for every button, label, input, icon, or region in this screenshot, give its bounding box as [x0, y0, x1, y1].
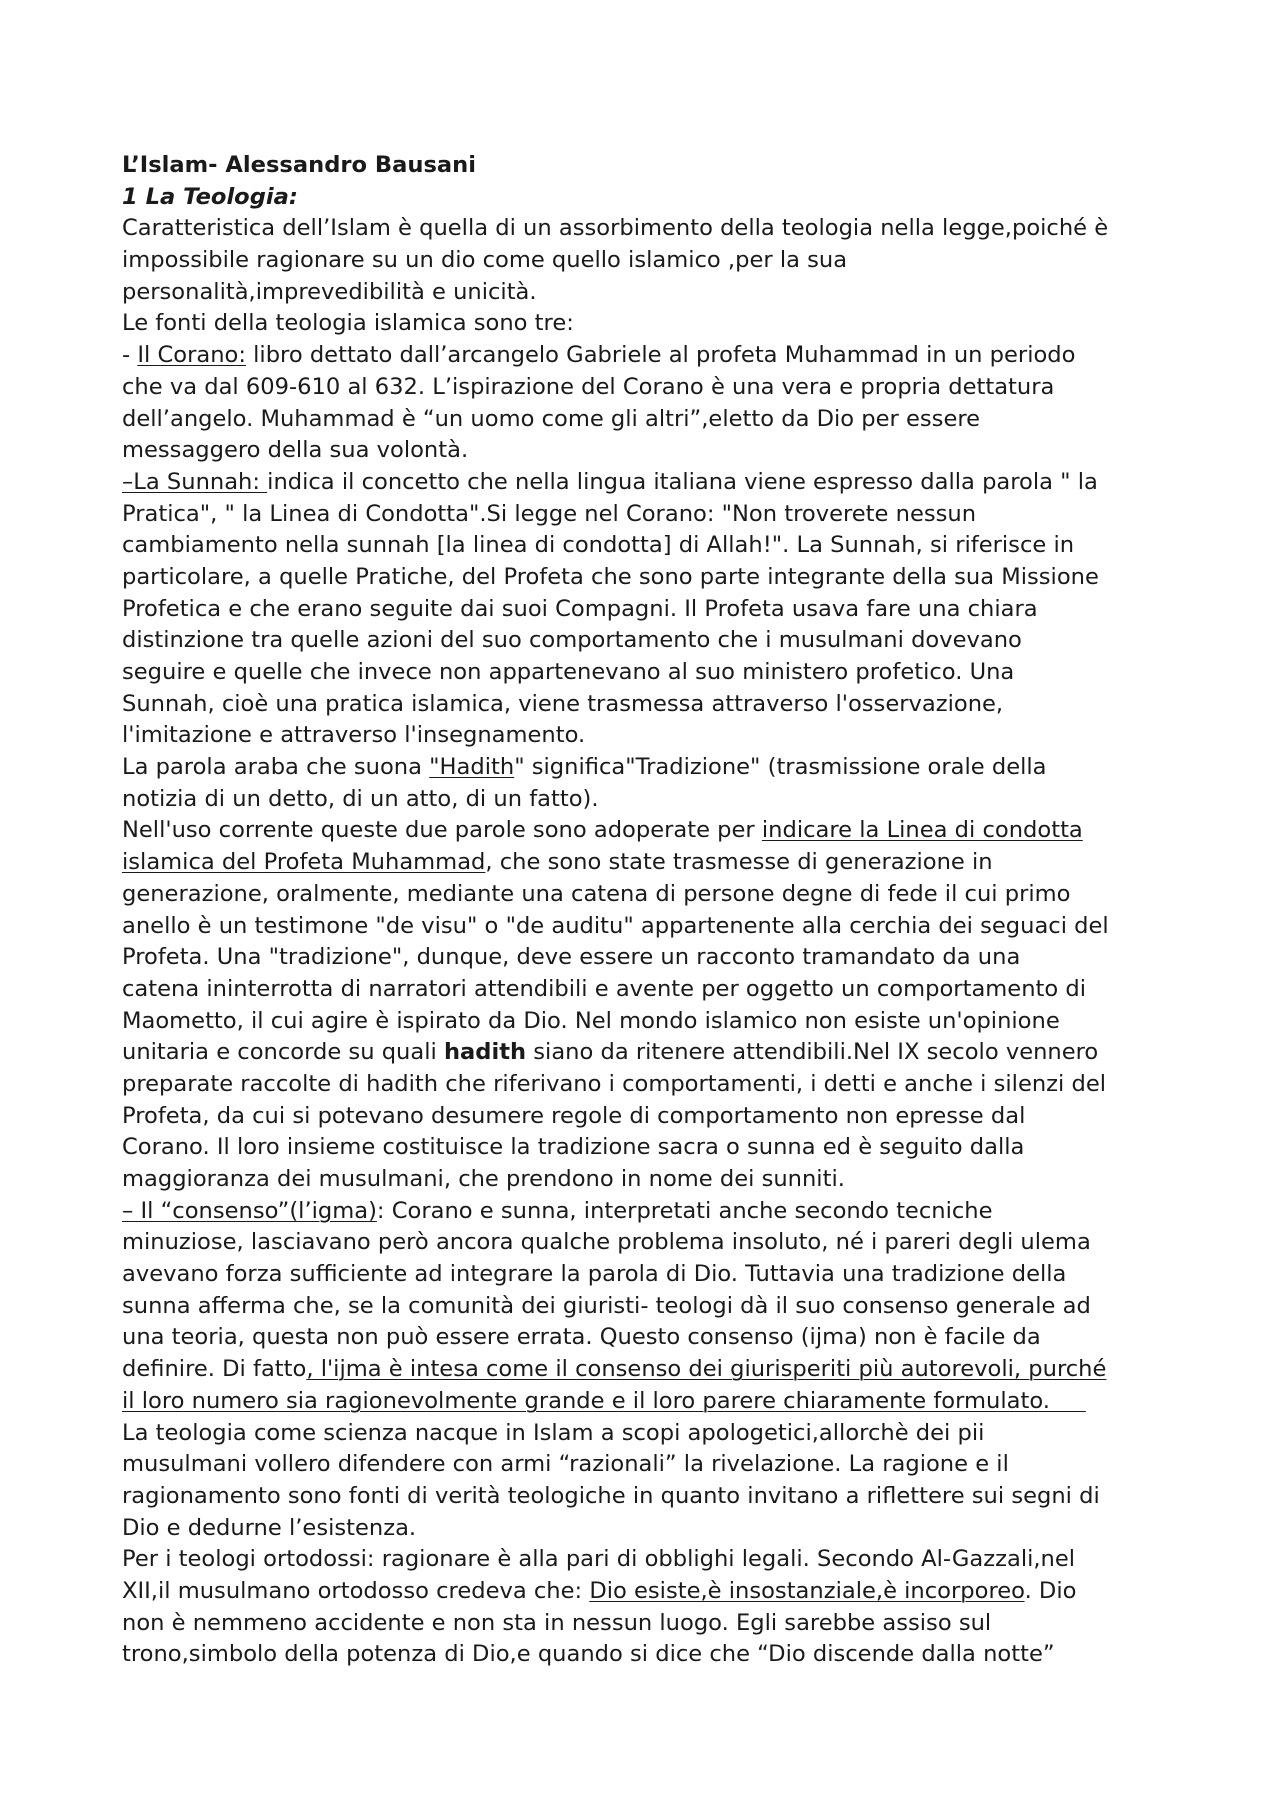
- paragraph-line: Pratica", " la Linea di Condotta".Si legge nel Corano: "Non troverete nessun: [122, 500, 977, 527]
- paragraph-line: Maometto, il cui agire è ispirato da Dio. Nel mondo islamico non esiste un'opinione: [122, 1007, 1060, 1034]
- sunnah-term: –La Sunnah:: [122, 468, 268, 495]
- text-span: " significa"Tradizione" (trasmissione orale della: [514, 754, 1047, 781]
- paragraph-line: avevano forza sufficiente ad integrare la parola di Dio. Tuttavia una tradizione della: [122, 1261, 1067, 1288]
- underlined-phrase: , l'ijma è intesa come il consenso dei giurisperiti più autorevoli, purché: [306, 1356, 1107, 1383]
- text-span: unitaria e concorde su quali: [122, 1039, 444, 1066]
- underlined-phrase: il loro numero sia ragionevolmente grande e il loro parere chiaramente formulato.: [122, 1387, 1086, 1414]
- paragraph-line: notizia di un detto, di un atto, di un fatto).: [122, 785, 599, 812]
- underlined-phrase: islamica del Profeta Muhammad: [122, 849, 486, 876]
- paragraph-line: [122, 1386, 1172, 1418]
- paragraph-line: [122, 815, 1172, 847]
- paragraph-line: musulmani vollero difendere con armi “razionali” la rivelazione. La ragione e il: [122, 1451, 1009, 1478]
- paragraph-line: anello è un testimone "de visu" o "de auditu" appartenente alla cerchia dei seguaci del: [122, 912, 1109, 939]
- document-body: [122, 150, 1172, 1671]
- paragraph-line: impossibile ragionare su un dio come quello islamico ,per la sua: [122, 247, 848, 274]
- section-heading: 1 La Teologia:: [122, 183, 298, 210]
- paragraph-line: Profetica e che erano seguite dai suoi Compagni. Il Profeta usava fare una chiara: [122, 595, 1038, 622]
- text-span: siano da ritenere attendibili.Nel IX secolo vennero: [526, 1039, 1099, 1066]
- text-span: XII,il musulmano ortodosso credeva che:: [122, 1577, 590, 1604]
- hadith-term: "Hadith: [429, 754, 515, 781]
- consenso-line: [122, 1196, 1172, 1228]
- paragraph-line: messaggero della sua volontà.: [122, 437, 469, 464]
- paragraph-line: Dio e dedurne l’esistenza.: [122, 1514, 417, 1541]
- list-dash: -: [122, 342, 138, 369]
- paragraph-line: generazione, oralmente, mediante una catena di persone degne di fede il cui primo: [122, 880, 1071, 907]
- document-title: L’Islam- Alessandro Bausani: [122, 152, 476, 178]
- text-span: , che sono state trasmesse di generazione in: [485, 849, 993, 876]
- paragraph-line: dell’angelo. Muhammad è “un uomo come gli altri”,eletto da Dio per essere: [122, 405, 981, 432]
- paragraph-line: cambiamento nella sunnah [la linea di condotta] di Allah!". La Sunnah, si riferisce in: [122, 532, 1075, 559]
- corano-text: libro dettato dall’arcangelo Gabriele al profeta Muhammad in un periodo: [245, 342, 1076, 369]
- paragraph-line: Corano. Il loro insieme costituisce la tradizione sacra o sunna ed è seguito dalla: [122, 1134, 1025, 1161]
- paragraph-line: La teologia come scienza nacque in Islam a scopi apologetici,allorchè dei pii: [122, 1419, 985, 1446]
- sunnah-line: [122, 467, 1172, 499]
- paragraph-line: [122, 847, 1172, 879]
- paragraph-line: maggioranza dei musulmani, che prendono in nome dei sunniti.: [122, 1166, 845, 1192]
- paragraph-line: distinzione tra quelle azioni del suo comportamento che i musulmani dovevano: [122, 627, 1022, 654]
- paragraph-line: seguire e quelle che invece non appartenevano al suo ministero profetico. Una: [122, 659, 1015, 685]
- corano-term: Il Corano:: [137, 342, 246, 369]
- text-span: : Corano e sunna, interpretati anche secondo tecniche: [376, 1197, 993, 1224]
- paragraph-line: ragionamento sono fonti di verità teologiche in quanto invitano a riflettere sui segni di: [122, 1482, 1100, 1509]
- paragraph-line: l'imitazione e attraverso l'insegnamento.: [122, 722, 586, 749]
- paragraph-line: una teoria, questa non può essere errata. Questo consenso (ijma) non è facile da: [122, 1324, 1041, 1351]
- paragraph-line: catena ininterrotta di narratori attendibili e avente per oggetto un comportamento di: [122, 975, 1087, 1002]
- paragraph-line: [122, 1576, 1172, 1608]
- underlined-phrase: indicare la Linea di condotta: [761, 817, 1083, 844]
- paragraph-line: che va dal 609-610 al 632. L’ispirazione del Corano è una vera e propria dettatura: [122, 373, 1055, 400]
- paragraph-line: Caratteristica dell’Islam è quella di un assorbimento della teologia nella legge,poiché è: [122, 215, 1109, 242]
- text-span: La parola araba che suona: [122, 754, 430, 781]
- text-span: Nell'uso corrente queste due parole sono adoperate per: [122, 817, 762, 844]
- text-span: definire. Di fatto: [122, 1356, 307, 1383]
- text-span: . Dio: [1024, 1577, 1077, 1604]
- paragraph-line: Profeta. Una "tradizione", dunque, deve essere un racconto tramandato da una: [122, 944, 1021, 971]
- paragraph-line: trono,simbolo della potenza di Dio,e quando si dice che “Dio discende dalla notte”: [122, 1641, 1055, 1668]
- paragraph-line: non è nemmeno accidente e non sta in nessun luogo. Egli sarebbe assiso sul: [122, 1609, 992, 1636]
- consenso-term: – Il “consenso”(l’igma): [122, 1197, 377, 1224]
- paragraph-line: minuziose, lasciavano però ancora qualche problema insoluto, né i pareri degli ulema: [122, 1229, 1091, 1256]
- hadith-line: [122, 752, 1172, 784]
- paragraph-line: sunna afferma che, se la comunità dei giuristi- teologi dà il suo consenso generale ad: [122, 1292, 1091, 1319]
- paragraph-line: [122, 1037, 1172, 1069]
- paragraph-line: preparate raccolte di hadith che riferivano i comportamenti, i detti e anche i silenzi del: [122, 1070, 1107, 1097]
- paragraph-line: personalità,imprevedibilità e unicità.: [122, 278, 537, 305]
- paragraph-line: [122, 1354, 1172, 1386]
- sunnah-text: indica il concetto che nella lingua italiana viene espresso dalla parola " la: [267, 468, 1098, 495]
- paragraph-line: Profeta, da cui si potevano desumere regole di comportamento non epresse dal: [122, 1102, 1026, 1129]
- underlined-phrase: Dio esiste,è insostanziale,è incorporeo: [589, 1577, 1025, 1604]
- paragraph-line: Le fonti della teologia islamica sono tre:: [122, 310, 574, 337]
- paragraph-line: Sunnah, cioè una pratica islamica, viene trasmessa attraverso l'osservazione,: [122, 690, 1004, 717]
- paragraph-line: Per i teologi ortodossi: ragionare è alla pari di obblighi legali. Secondo Al-Gazzali,nel: [122, 1546, 1076, 1573]
- paragraph-line: particolare, a quelle Pratiche, del Profeta che sono parte integrante della sua Missione: [122, 563, 1099, 590]
- bold-term: hadith: [443, 1039, 527, 1066]
- corano-line: [122, 340, 1172, 372]
